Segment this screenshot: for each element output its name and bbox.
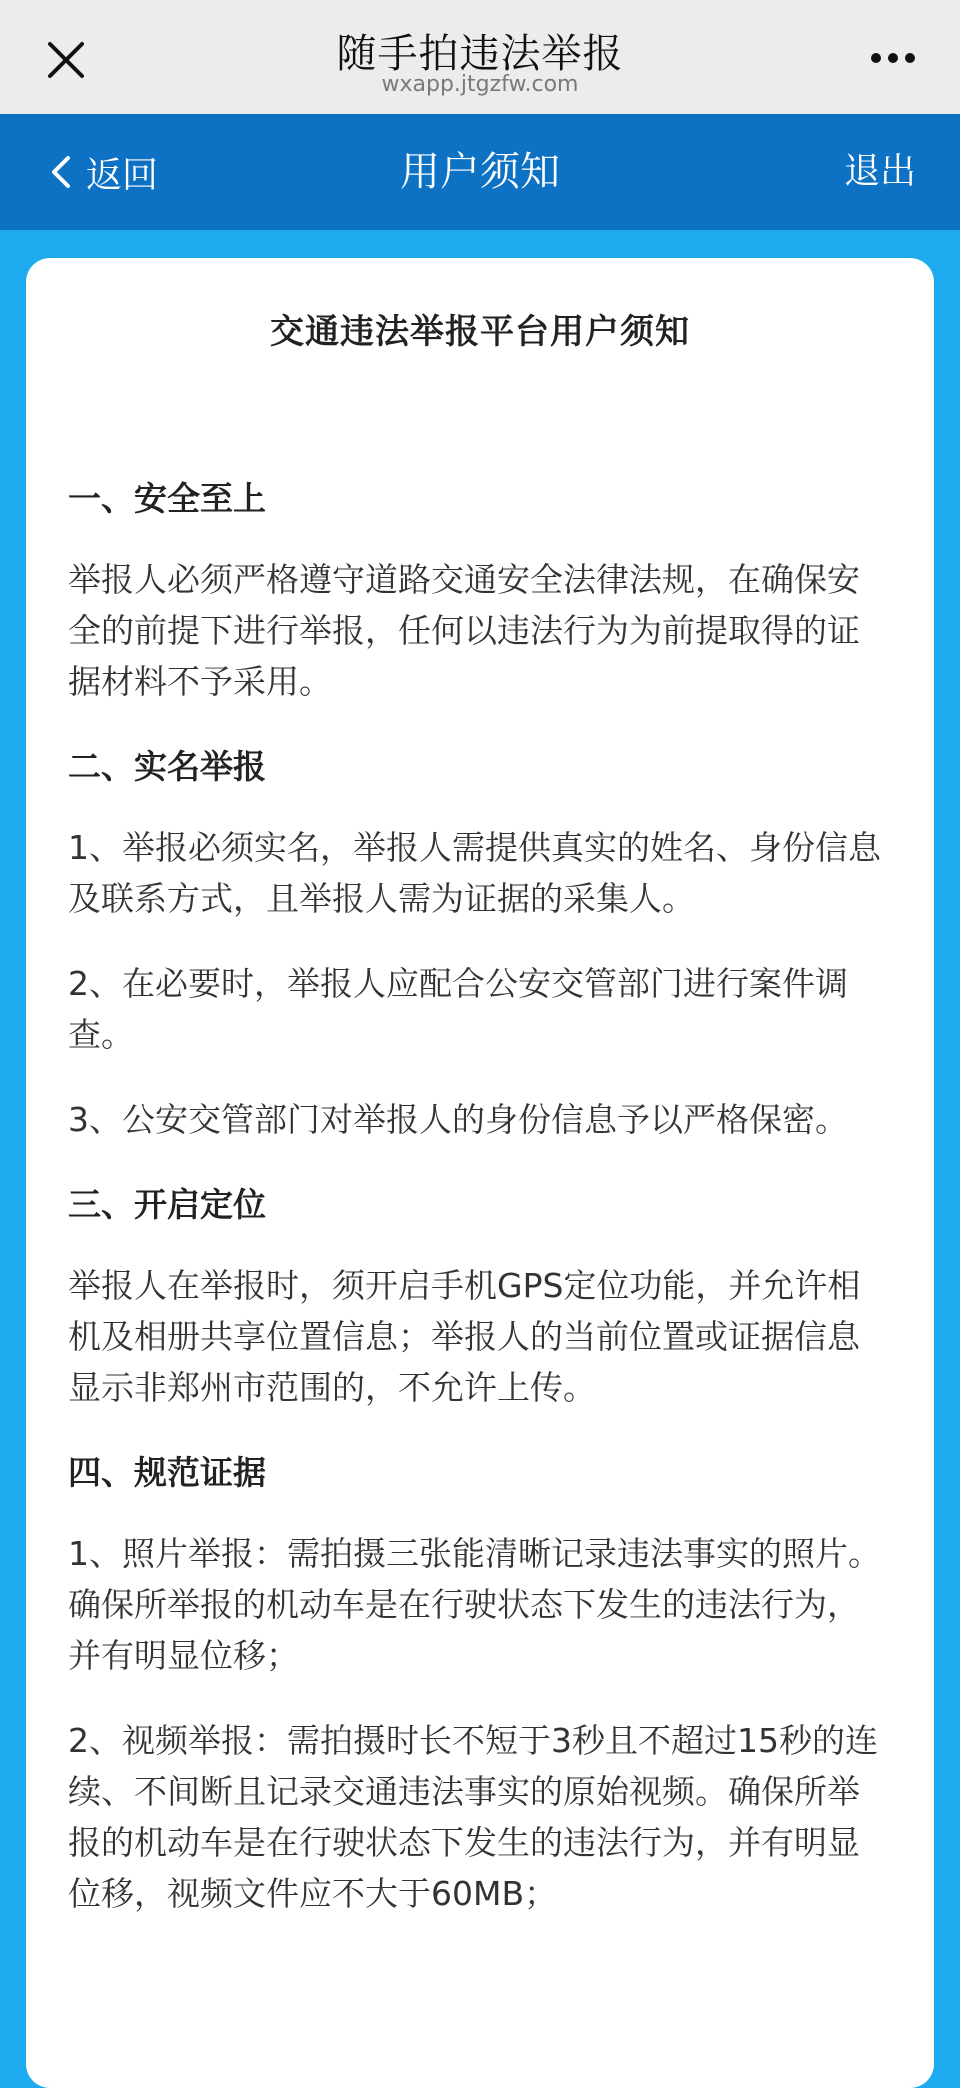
paragraph: 1、举报必须实名，举报人需提供真实的姓名、身份信息及联系方式，且举报人需为证据的采集人。 [68,828,881,918]
section-heading: 二、实名举报 [68,747,266,786]
paragraph: 1、照片举报：需拍摄三张能清晰记录违法事实的照片。确保所举报的机动车是在行驶状态下发生的违法行为，并有明显位移； [68,1534,881,1675]
window-url: wxapp.jtgzfw.com [381,72,579,97]
section-heading: 一、安全至上 [68,479,266,518]
page-title: 用户须知 [400,149,560,195]
paragraph: 2、在必要时，举报人应配合公安交管部门进行案件调查。 [68,964,848,1054]
back-label: 返回 [86,154,159,196]
paragraph: 举报人在举报时，须开启手机GPS定位功能，并允许相机及相册共享位置信息；举报人的当前位置或证据信息显示非郑州市范围的，不允许上传。 [68,1266,861,1407]
window-title: 随手拍违法举报 [336,31,624,77]
paragraph: 举报人必须严格遵守道路交通安全法律法规，在确保安全的前提下进行举报，任何以违法行为为前提取得的证据材料不予采用。 [68,560,860,701]
app-header [0,114,960,230]
paragraph: 3、公安交管部门对举报人的身份信息予以严格保密。 [68,1100,848,1139]
document-title: 交通违法举报平台用户须知 [270,312,690,352]
paragraph: 2、视频举报：需拍摄时长不短于3秒且不超过15秒的连续、不间断且记录交通违法事实的原始视频。确保所举报的机动车是在行驶状态下发生的违法行为，并有明显位移，视频文件应不大于60MB； [68,1721,878,1913]
section-heading: 三、开启定位 [68,1185,266,1224]
notice-card [26,258,934,2088]
wechat-top-bar [0,0,960,114]
section-heading: 四、规范证据 [68,1453,266,1492]
logout-button[interactable]: 退出 [843,151,916,192]
more-icon[interactable] [870,48,916,68]
